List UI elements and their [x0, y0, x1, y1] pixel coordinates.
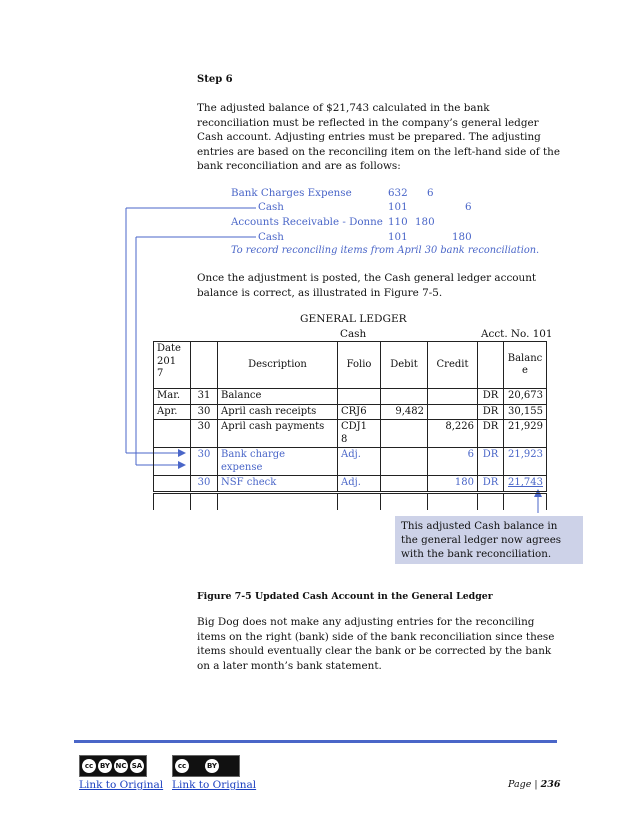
cell-day: 30 [191, 404, 218, 420]
ledger-header-row [154, 342, 547, 389]
cell-balance: 21,743 [504, 476, 547, 493]
cell-credit: 180 [428, 476, 478, 493]
cell-balance: 30,155 [504, 404, 547, 420]
cell-balance: 20,673 [504, 389, 547, 405]
header-description: Description [218, 342, 338, 389]
footer-divider [74, 740, 557, 743]
cell-month [154, 476, 191, 493]
figure-caption: Figure 7-5 Updated Cash Account in the General Ledger [197, 591, 493, 602]
nc-icon: NC [114, 759, 128, 773]
cc-by-badge[interactable] [172, 755, 240, 777]
cell-description: Balance [218, 389, 338, 405]
cell-day: 30 [191, 476, 218, 493]
header-balance: Balanc e [504, 342, 547, 389]
by-icon: BY [98, 759, 112, 773]
link-to-original-1[interactable]: Link to Original [79, 779, 164, 791]
journal-debit: 6 [427, 187, 434, 199]
ledger-account-number: Acct. No. 101 [481, 328, 553, 340]
table-row-empty [154, 492, 547, 510]
table-row [154, 420, 547, 448]
journal-folio: 110 [388, 216, 408, 228]
cell-drcr: DR [478, 476, 504, 493]
journal-account: Cash [258, 201, 284, 213]
cell-day: 30 [191, 448, 218, 476]
cell-credit [428, 404, 478, 420]
page-number: Page | 236 [508, 779, 561, 790]
header-drcr [478, 342, 504, 389]
cell-drcr: DR [478, 404, 504, 420]
cell-balance: 21,923 [504, 448, 547, 476]
journal-folio: 101 [388, 231, 408, 243]
cell-folio [338, 389, 381, 405]
cell-drcr: DR [478, 420, 504, 448]
cell-credit: 8,226 [428, 420, 478, 448]
cc-icon: cc [82, 759, 96, 773]
general-ledger-table [153, 341, 547, 510]
journal-folio: 101 [388, 201, 408, 213]
table-row [154, 404, 547, 420]
cell-folio: Adj. [338, 448, 381, 476]
header-date: Date 201 7 [154, 342, 191, 389]
cell-debit [381, 389, 428, 405]
cell-debit [381, 448, 428, 476]
table-row [154, 389, 547, 405]
cell-month: Mar. [154, 389, 191, 405]
cell-balance: 21,929 [504, 420, 547, 448]
cell-description: Bank charge expense [218, 448, 338, 476]
ledger-account-name: Cash [340, 328, 367, 340]
cell-drcr: DR [478, 389, 504, 405]
journal-account: Bank Charges Expense [231, 187, 352, 199]
journal-folio: 632 [388, 187, 408, 199]
step-heading: Step 6 [197, 74, 233, 85]
cell-debit: 9,482 [381, 404, 428, 420]
ledger-title: GENERAL LEDGER [300, 313, 407, 325]
cc-by-nc-sa-badge[interactable] [79, 755, 147, 777]
cell-description: NSF check [218, 476, 338, 493]
cell-credit [428, 389, 478, 405]
sa-icon: SA [130, 759, 144, 773]
after-paragraph: Once the adjustment is posted, the Cash general ledger account balance is correct, as illustrated in Figure 7-5. [197, 272, 537, 299]
closing-paragraph: Big Dog does not make any adjusting entries for the reconciling items on the right (bank) side of the bank reconciliation since these items should eventually clear the bank or be corrected by the bank on a later month’s bank statement. [197, 616, 555, 672]
cell-drcr: DR [478, 448, 504, 476]
cell-folio: CRJ6 [338, 404, 381, 420]
cell-month [154, 420, 191, 448]
cell-credit: 6 [428, 448, 478, 476]
cc-icon: cc [175, 759, 189, 773]
cell-month: Apr. [154, 404, 191, 420]
cell-folio: CDJ1 8 [338, 420, 381, 448]
cell-description: April cash payments [218, 420, 338, 448]
header-debit: Debit [381, 342, 428, 389]
cell-month [154, 448, 191, 476]
header-folio: Folio [338, 342, 381, 389]
cell-day: 30 [191, 420, 218, 448]
header-day [191, 342, 218, 389]
journal-account: Cash [258, 231, 284, 243]
cell-description: April cash receipts [218, 404, 338, 420]
header-credit: Credit [428, 342, 478, 389]
link-to-original-2[interactable]: Link to Original [172, 779, 257, 791]
table-row-adjusted [154, 448, 547, 476]
cell-debit [381, 476, 428, 493]
journal-credit: 6 [465, 201, 472, 213]
by-icon: BY [205, 759, 219, 773]
journal-credit: 180 [452, 231, 472, 243]
callout-note: This adjusted Cash balance in the general ledger now agrees with the bank reconciliation. [395, 516, 583, 564]
cell-debit [381, 420, 428, 448]
cell-day: 31 [191, 389, 218, 405]
cell-folio: Adj. [338, 476, 381, 493]
intro-paragraph: The adjusted balance of $21,743 calculated in the bank reconciliation must be reflected in the company’s general ledger Cash account. Adjusting entries must be prepared. The adjusting entries are based on the reconciling item on the left-hand side of the bank reconciliation and are as follows: [197, 102, 560, 172]
journal-account: Accounts Receivable - Donne [231, 216, 383, 228]
table-row-adjusted [154, 476, 547, 493]
journal-memo: To record reconciling items from April 30 bank reconciliation. [231, 245, 540, 256]
journal-debit: 180 [415, 216, 435, 228]
